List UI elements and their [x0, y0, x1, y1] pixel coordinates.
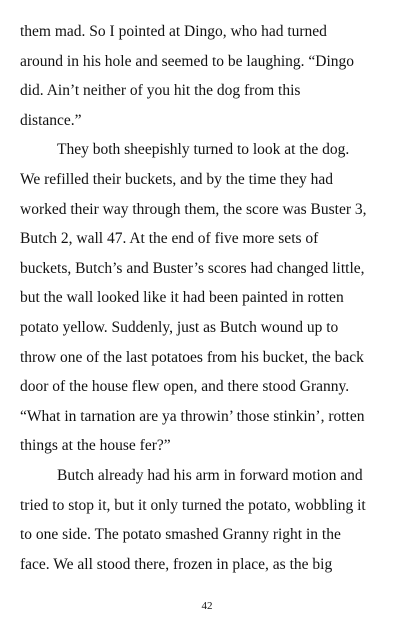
text-line: We refilled their buckets, and by the time they had: [20, 170, 333, 188]
text-line: throw one of the last potatoes from his bucket, the back: [20, 348, 364, 366]
text-line: distance.”: [20, 111, 82, 129]
text-line: They both sheepishly turned to look at the dog.: [57, 141, 350, 159]
text-line: “What in tarnation are ya throwin’ those stinkin’, rotten: [20, 407, 365, 425]
text-line: face. We all stood there, frozen in place, as the big: [20, 555, 333, 573]
text-line: but the wall looked like it had been painted in rotten: [20, 289, 344, 307]
text-line: things at the house fer?”: [20, 437, 171, 455]
text-line: door of the house flew open, and there stood Granny.: [20, 378, 350, 396]
text-line: Butch already had his arm in forward motion and: [57, 466, 363, 484]
text-line: worked their way through them, the score was Buster 3,: [20, 200, 367, 218]
text-line: tried to stop it, but it only turned the potato, wobbling it: [20, 496, 366, 514]
text-line: did. Ain’t neither of you hit the dog from this: [20, 82, 301, 100]
text-line: potato yellow. Suddenly, just as Butch wound up to: [20, 318, 339, 336]
page-number: 42: [201, 600, 213, 612]
text-line: buckets, Butch’s and Buster’s scores had changed little,: [20, 259, 365, 277]
body-text: [20, 17, 404, 579]
text-line: Butch 2, wall 47. At the end of five more sets of: [20, 230, 319, 248]
text-line: around in his hole and seemed to be laughing. “Dingo: [20, 52, 355, 70]
text-line: to one side. The potato smashed Granny right in the: [20, 526, 341, 544]
text-line: them mad. So I pointed at Dingo, who had turned: [20, 23, 327, 40]
